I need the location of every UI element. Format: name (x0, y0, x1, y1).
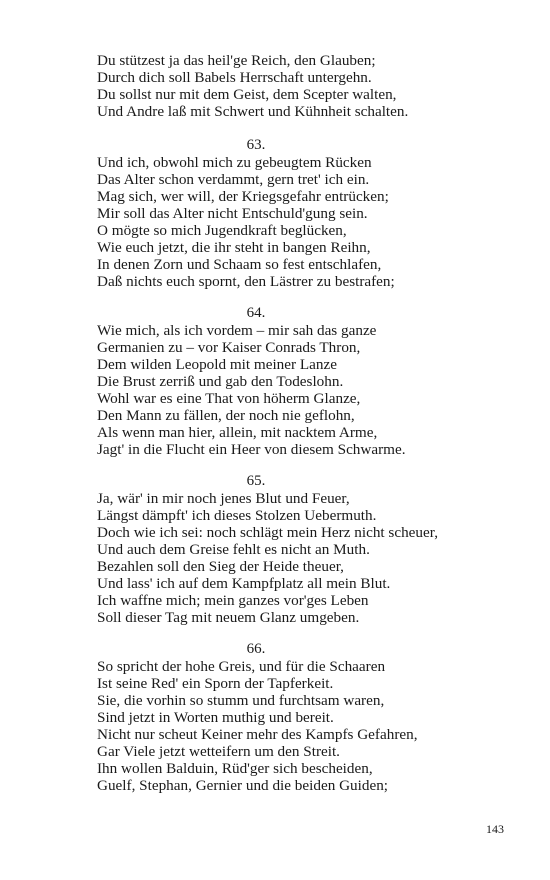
verse-line: Daß nichts euch spornt, den Lästrer zu bestrafen; (97, 273, 395, 290)
verse-line: Den Mann zu fällen, der noch nie geflohn, (97, 407, 355, 424)
stanza-number: 66. (246, 641, 266, 657)
verse-line: Gar Viele jetzt wetteifern um den Streit. (97, 743, 340, 760)
stanza-number: 63. (246, 137, 266, 153)
stanza-66 (97, 641, 497, 794)
verse-line: Und auch dem Greise fehlt es nicht an Muth. (97, 541, 370, 558)
verse-line: Du sollst nur mit dem Geist, dem Scepter walten, (97, 86, 397, 103)
verse-line: Das Alter schon verdammt, gern tret' ich ein. (97, 171, 370, 188)
verse-line: Und lass' ich auf dem Kampfplatz all mein Blut. (97, 575, 391, 592)
verse-line: Ihn wollen Balduin, Rüd'ger sich bescheiden, (97, 760, 373, 777)
verse-line: Und ich, obwohl mich zu gebeugtem Rücken (97, 154, 372, 171)
verse-line: Sie, die vorhin so stumm und furchtsam waren, (97, 692, 385, 709)
verse-line: Guelf, Stephan, Gernier und die beiden Guiden; (97, 777, 389, 794)
verse-line: Längst dämpft' ich dieses Stolzen Uebermuth. (97, 507, 377, 524)
verse-line: So spricht der hohe Greis, und für die Schaaren (97, 658, 386, 675)
verse-line: Germanien zu – vor Kaiser Conrads Thron, (97, 339, 361, 356)
verse-line: Nicht nur scheut Keiner mehr des Kampfs Gefahren, (97, 726, 418, 743)
verse-line: Ja, wär' in mir noch jenes Blut und Feuer, (97, 490, 350, 507)
stanza-63 (97, 137, 497, 290)
verse-line: Als wenn man hier, allein, mit nacktem Arme, (97, 424, 378, 441)
stanza-number: 64. (246, 305, 266, 321)
verse-line: Ist seine Red' ein Sporn der Tapferkeit. (97, 675, 334, 692)
verse-line: O mögte so mich Jugendkraft beglücken, (97, 222, 347, 239)
verse-line: In denen Zorn und Schaam so fest entschlafen, (97, 256, 382, 273)
verse-line: Jagt' in die Flucht ein Heer von diesem Schwarme. (97, 441, 406, 458)
verse-line: Bezahlen soll den Sieg der Heide theuer, (97, 558, 344, 575)
verse-line: Sind jetzt in Worten muthig und bereit. (97, 709, 334, 726)
verse-line: Durch dich soll Babels Herrschaft untergehn. (97, 69, 372, 86)
stanza-65 (97, 473, 497, 626)
page-number: 143 (486, 822, 504, 836)
verse-line: Du stützest ja das heil'ge Reich, den Glauben; (97, 52, 376, 69)
verse-line: Die Brust zerriß und gab den Todeslohn. (97, 373, 344, 390)
verse-line: Mag sich, wer will, der Kriegsgefahr entrücken; (97, 188, 389, 205)
stanza-64 (97, 305, 497, 458)
verse-line: Dem wilden Leopold mit meiner Lanze (97, 356, 337, 373)
verse-line: Wohl war es eine That von höherm Glanze, (97, 390, 361, 407)
verse-line: Soll dieser Tag mit neuem Glanz umgeben. (97, 609, 360, 626)
verse-line: Wie mich, als ich vordem – mir sah das ganze (97, 322, 377, 339)
stanza-number: 65. (246, 473, 266, 489)
verse-line: Ich waffne mich; mein ganzes vor'ges Leben (97, 592, 369, 609)
verse-line: Wie euch jetzt, die ihr steht in bangen Reihn, (97, 239, 371, 256)
verse-line: Mir soll das Alter nicht Entschuld'gung sein. (97, 205, 368, 222)
stanza-continuation (97, 52, 497, 120)
verse-line: Doch wie ich sei: noch schlägt mein Herz nicht scheuer, (97, 524, 438, 541)
verse-line: Und Andre laß mit Schwert und Kühnheit schalten. (97, 103, 409, 120)
